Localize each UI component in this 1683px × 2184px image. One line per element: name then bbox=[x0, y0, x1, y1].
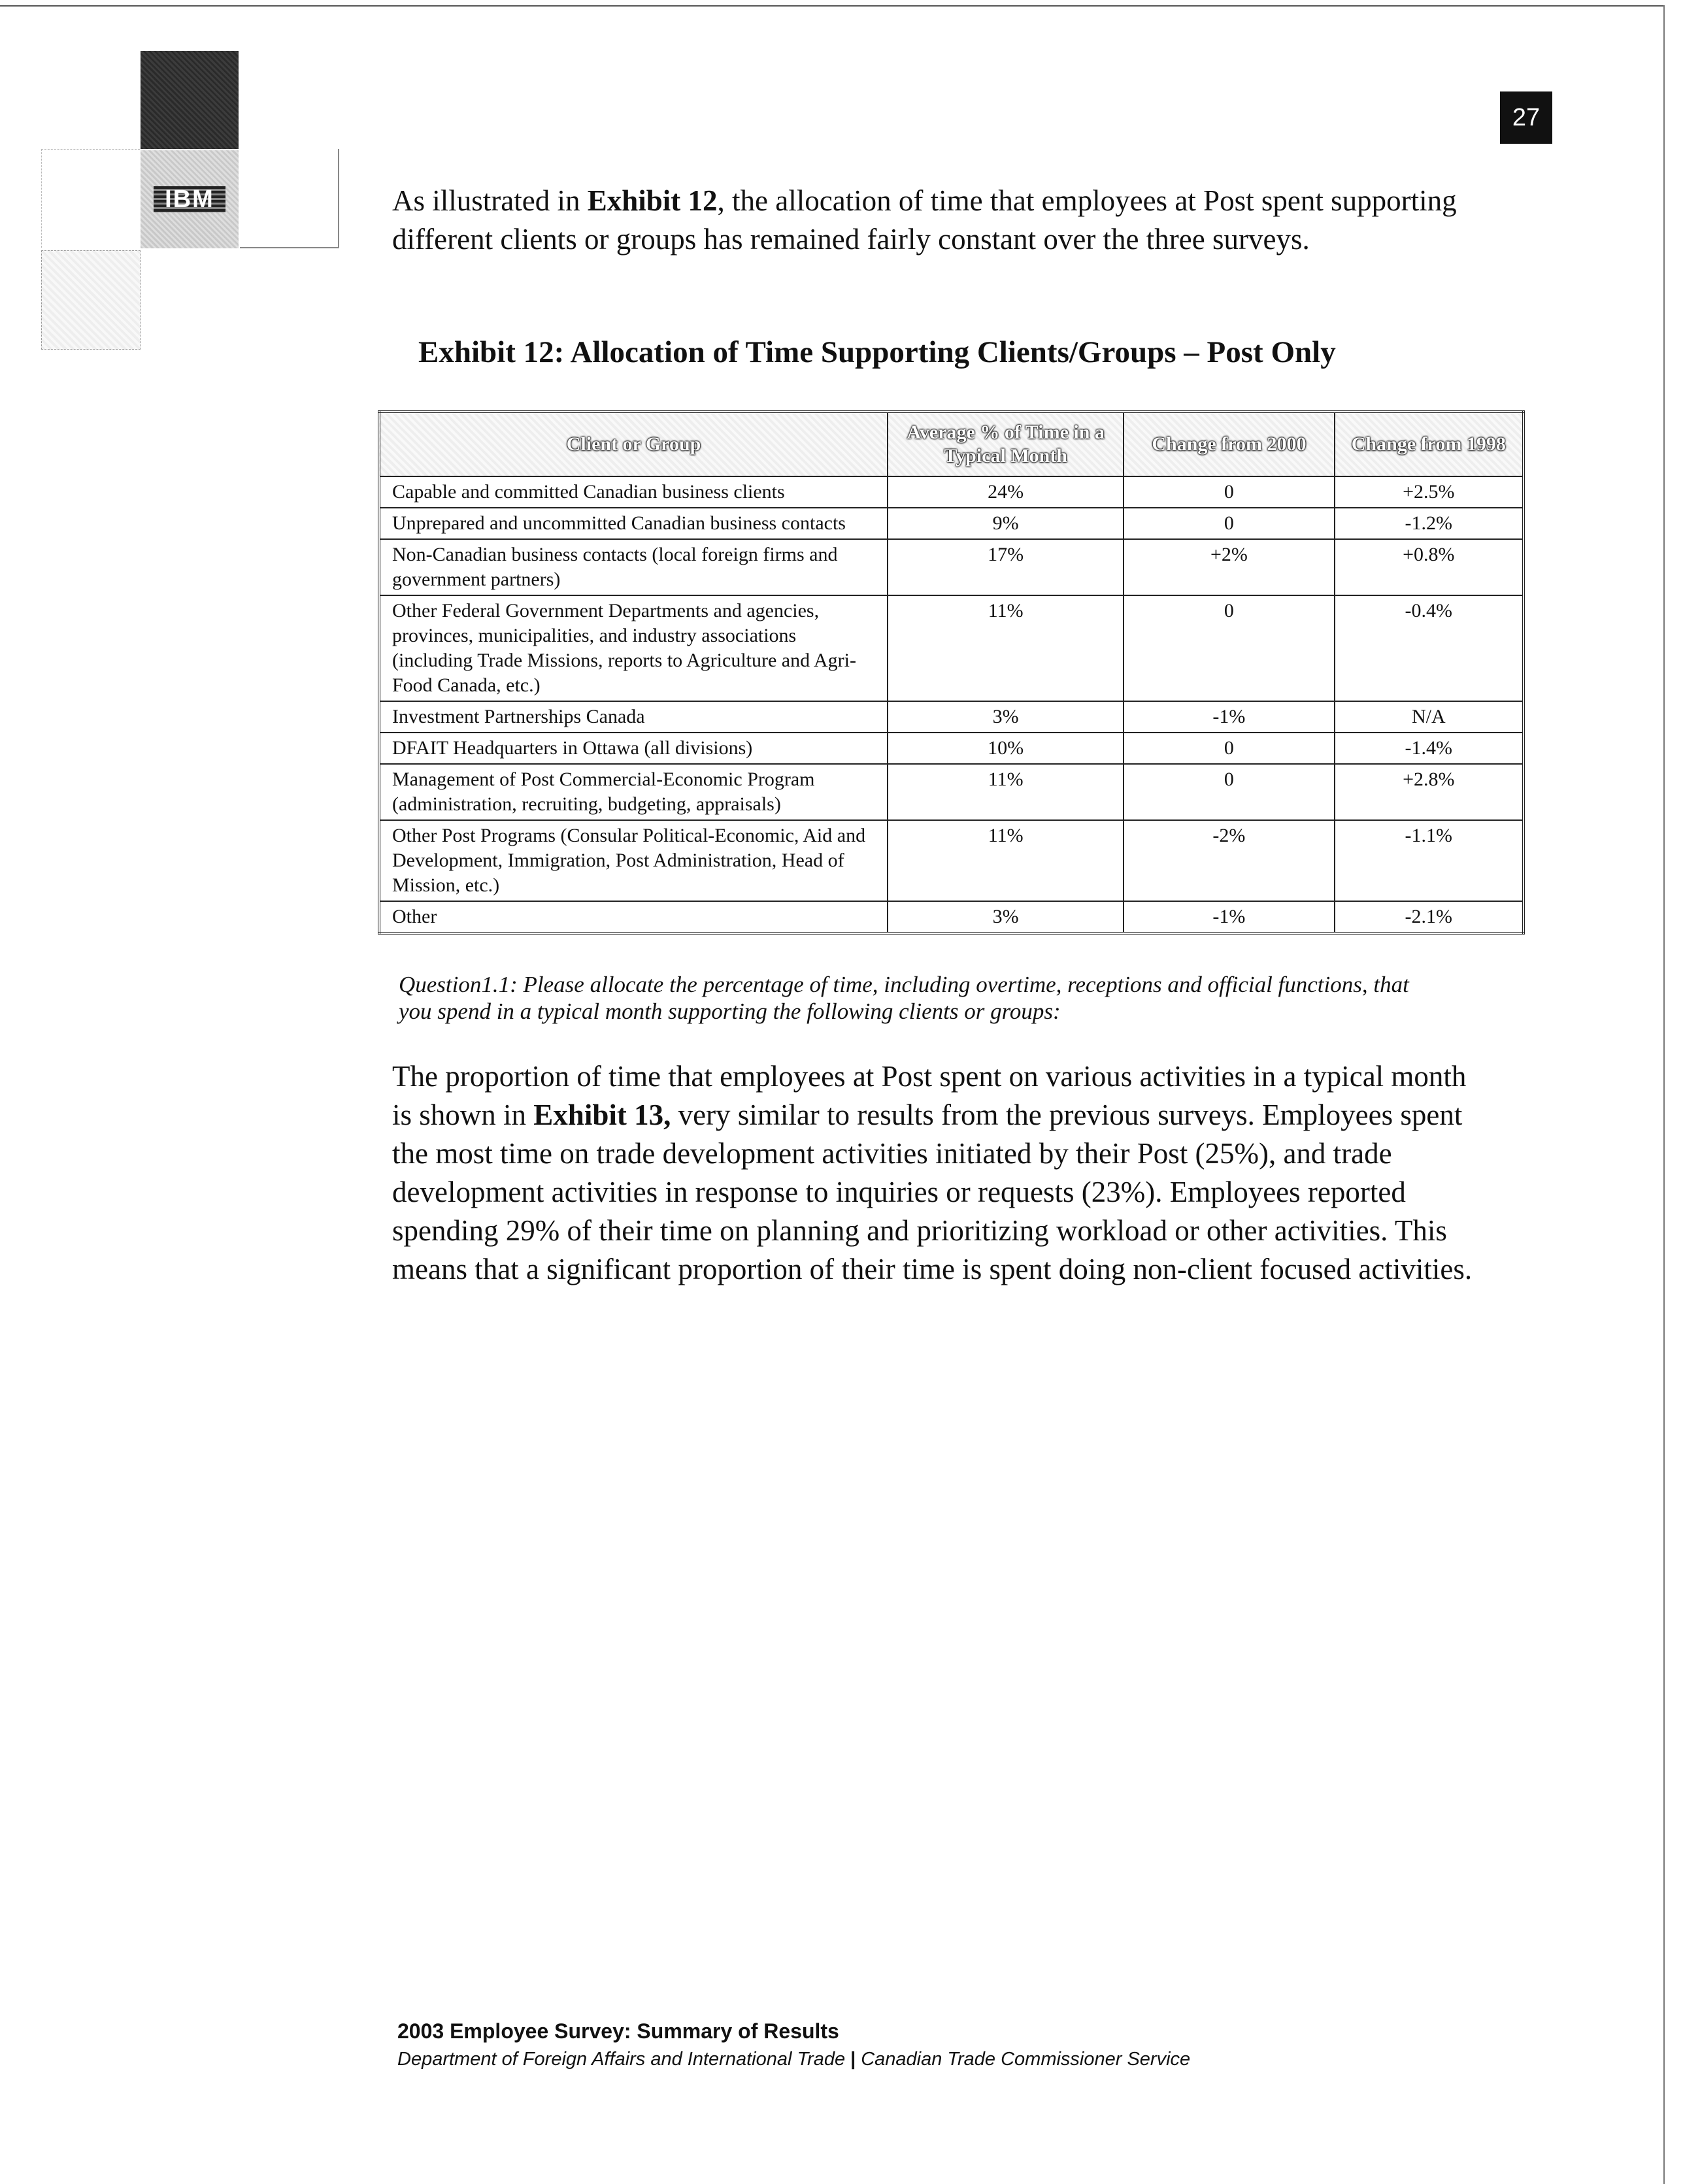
row-label: Other bbox=[379, 901, 888, 933]
ibm-logo: IBM bbox=[154, 186, 225, 212]
second-text-start: The proportion of time that employees at Post spent on various activities in a typical month is shown in bbox=[392, 1060, 1467, 1131]
row-label: Unprepared and uncommitted Canadian business contacts bbox=[379, 508, 888, 539]
intro-paragraph bbox=[392, 182, 1490, 259]
row-label: Non-Canadian business contacts (local foreign firms and government partners) bbox=[379, 539, 888, 595]
row-change-2000: 0 bbox=[1124, 595, 1334, 701]
header-change-2000: Change from 2000 bbox=[1124, 412, 1334, 476]
row-change-1998: +0.8% bbox=[1335, 539, 1524, 595]
row-change-1998: N/A bbox=[1335, 701, 1524, 733]
decor-dashed-block bbox=[41, 149, 140, 248]
row-average: 9% bbox=[888, 508, 1124, 539]
header-client-group: Client or Group bbox=[379, 412, 888, 476]
table-row bbox=[379, 733, 1524, 764]
row-average: 3% bbox=[888, 901, 1124, 933]
row-label: Other Post Programs (Consular Political-Economic, Aid and Development, Immigration, Post Administration, Head of Mission, etc.) bbox=[379, 820, 888, 901]
row-average: 3% bbox=[888, 701, 1124, 733]
row-average: 11% bbox=[888, 820, 1124, 901]
allocation-table bbox=[378, 410, 1525, 935]
row-change-2000: -2% bbox=[1124, 820, 1334, 901]
row-label: Management of Post Commercial-Economic Program (administration, recruiting, budgeting, appraisals) bbox=[379, 764, 888, 820]
row-label: DFAIT Headquarters in Ottawa (all divisions) bbox=[379, 733, 888, 764]
second-text-end: very similar to results from the previous surveys. Employees spent the most time on trade development activities initiated by their Post (25%), and trade development activities in response to inquiries or requests (23%). Employees reported spending 29% of their time on planning and prioritizing workload or other activities. This means that a significant proportion of their time is spent doing non-client focused activities. bbox=[392, 1099, 1473, 1285]
table-row bbox=[379, 701, 1524, 733]
exhibit-title: Exhibit 12: Allocation of Time Supporting Clients/Groups – Post Only bbox=[418, 335, 1336, 369]
table-header-row bbox=[379, 412, 1524, 476]
row-label: Other Federal Government Departments and agencies, provinces, municipalities, and industry associations (including Trade Missions, reports to Agriculture and Agri-Food Canada, etc.) bbox=[379, 595, 888, 701]
right-rule bbox=[1663, 5, 1665, 2184]
row-average: 10% bbox=[888, 733, 1124, 764]
table-row bbox=[379, 539, 1524, 595]
footer-title: 2003 Employee Survey: Summary of Results bbox=[397, 2019, 839, 2043]
row-change-2000: 0 bbox=[1124, 476, 1334, 508]
header-average-time: Average % of Time in a Typical Month bbox=[888, 412, 1124, 476]
row-change-2000: -1% bbox=[1124, 901, 1334, 933]
intro-text-start: As illustrated in bbox=[392, 184, 588, 217]
row-label: Capable and committed Canadian business clients bbox=[379, 476, 888, 508]
second-paragraph bbox=[392, 1057, 1490, 1289]
footer-department: Department of Foreign Affairs and International Trade bbox=[397, 2049, 846, 2070]
table-row bbox=[379, 595, 1524, 701]
intro-text-end: , the allocation of time that employees at Post spent supporting different clients or groups has remained fairly constant over the three surveys. bbox=[392, 184, 1457, 256]
row-change-2000: -1% bbox=[1124, 701, 1334, 733]
row-average: 11% bbox=[888, 764, 1124, 820]
decor-dark-block bbox=[141, 51, 239, 149]
table-row bbox=[379, 820, 1524, 901]
row-change-1998: +2.8% bbox=[1335, 764, 1524, 820]
decor-light-block bbox=[41, 250, 141, 350]
row-change-2000: +2% bbox=[1124, 539, 1334, 595]
header-change-1998: Change from 1998 bbox=[1335, 412, 1524, 476]
row-average: 11% bbox=[888, 595, 1124, 701]
question-note: Question1.1: Please allocate the percentage of time, including overtime, receptions and official functions, that you spend in a typical month supporting the following clients or groups: bbox=[399, 972, 1409, 1024]
row-change-1998: -0.4% bbox=[1335, 595, 1524, 701]
row-change-2000: 0 bbox=[1124, 508, 1334, 539]
row-change-1998: -2.1% bbox=[1335, 901, 1524, 933]
page-number: 27 bbox=[1500, 91, 1552, 144]
table-row bbox=[379, 764, 1524, 820]
row-change-2000: 0 bbox=[1124, 764, 1334, 820]
row-average: 17% bbox=[888, 539, 1124, 595]
row-change-1998: -1.4% bbox=[1335, 733, 1524, 764]
table-row bbox=[379, 901, 1524, 933]
table-row bbox=[379, 508, 1524, 539]
decor-outline-block bbox=[240, 149, 339, 248]
row-label: Investment Partnerships Canada bbox=[379, 701, 888, 733]
row-change-1998: +2.5% bbox=[1335, 476, 1524, 508]
footer-service: Canadian Trade Commissioner Service bbox=[861, 2049, 1191, 2070]
row-change-1998: -1.2% bbox=[1335, 508, 1524, 539]
row-average: 24% bbox=[888, 476, 1124, 508]
row-change-1998: -1.1% bbox=[1335, 820, 1524, 901]
second-exhibit-ref: Exhibit 13, bbox=[533, 1099, 671, 1131]
footer-separator: | bbox=[850, 2049, 856, 2070]
footer-subtitle bbox=[397, 2049, 1190, 2070]
top-rule bbox=[0, 5, 1663, 7]
table-row bbox=[379, 476, 1524, 508]
row-change-2000: 0 bbox=[1124, 733, 1334, 764]
intro-exhibit-ref: Exhibit 12 bbox=[587, 184, 718, 217]
